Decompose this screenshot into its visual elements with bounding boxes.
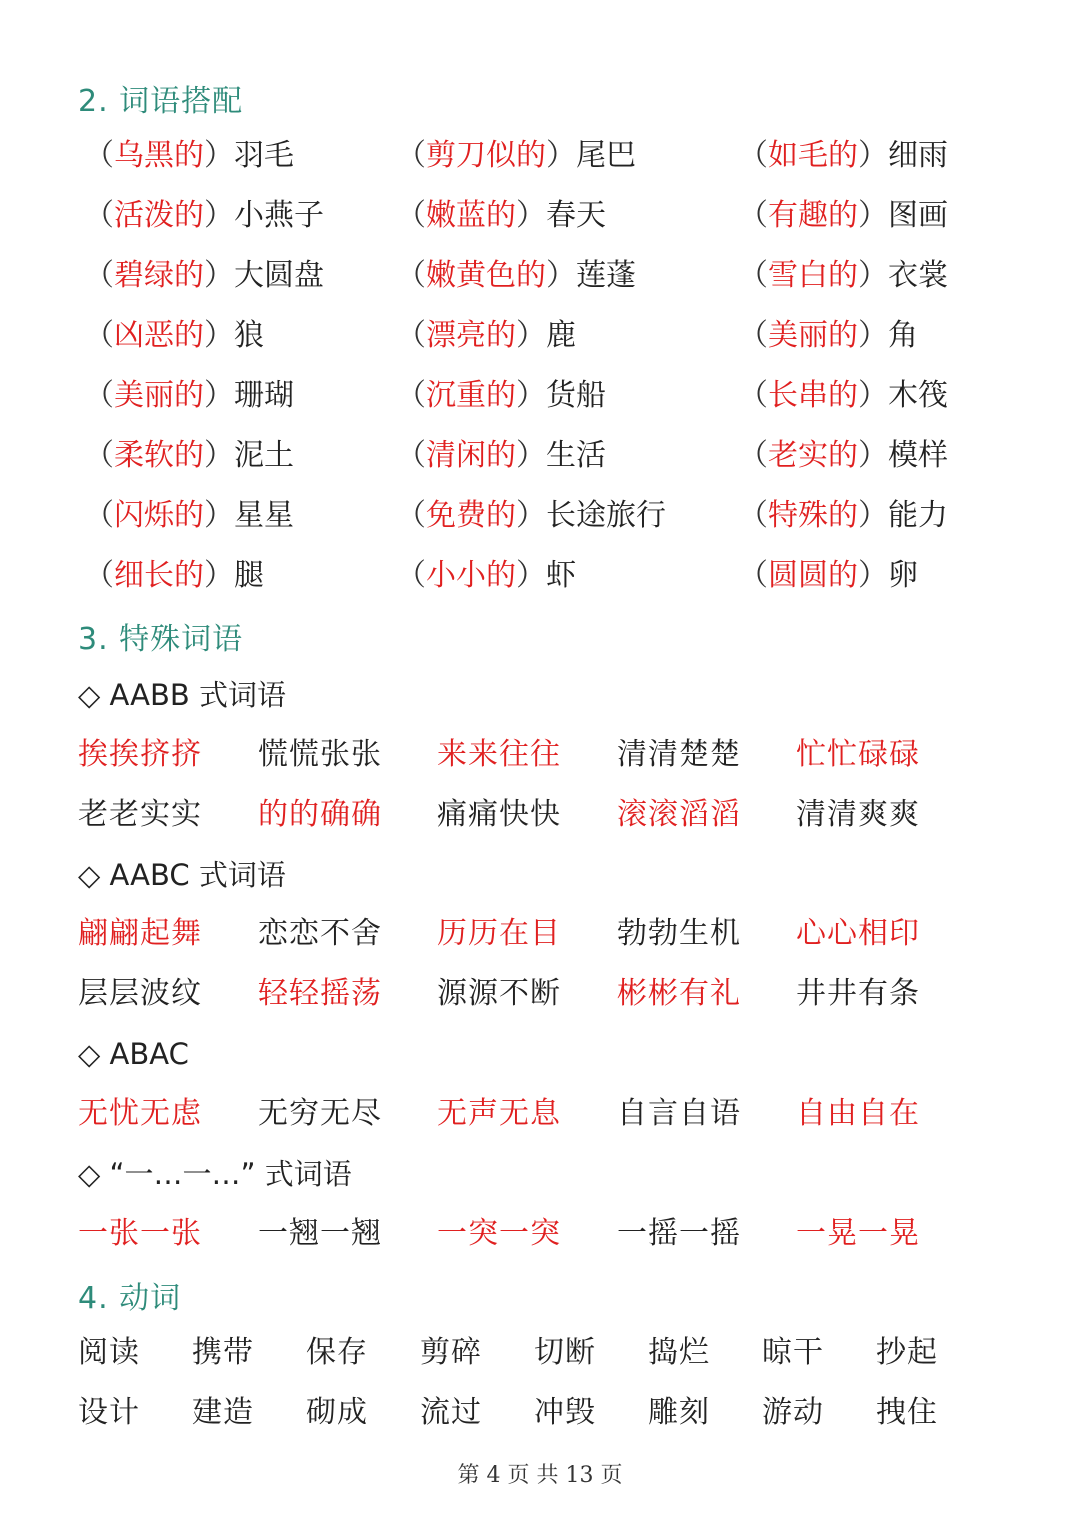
close-paren: ）	[516, 558, 546, 593]
collocation-item	[84, 374, 294, 418]
noun-text: 图画	[888, 198, 948, 233]
verb-item: 设计	[78, 1395, 140, 1430]
close-paren: ）	[858, 138, 888, 173]
noun-text: 角	[888, 318, 918, 353]
close-paren: ）	[516, 198, 546, 233]
collocation-item	[84, 254, 324, 298]
collocation-item	[738, 134, 948, 178]
word-item: 老老实实	[78, 797, 202, 832]
verb-item: 游动	[762, 1395, 824, 1430]
verb-item: 抄起	[876, 1335, 938, 1370]
noun-text: 羽毛	[234, 138, 294, 173]
open-paren: （	[738, 378, 768, 413]
noun-text: 鹿	[546, 318, 576, 353]
collocation-row	[0, 194, 1080, 238]
page-footer: 第 4 页 共 13 页	[457, 1463, 623, 1488]
answer-text: 免费的	[426, 498, 516, 533]
noun-text: 春天	[546, 198, 606, 233]
close-paren: ）	[546, 258, 576, 293]
open-paren: （	[738, 498, 768, 533]
answer-text: 剪刀似的	[426, 138, 546, 173]
verb-item: 切断	[534, 1335, 596, 1370]
collocation-row	[0, 134, 1080, 178]
answer-text: 雪白的	[768, 258, 858, 293]
word-item: 挨挨挤挤	[78, 737, 202, 772]
collocation-item	[396, 554, 576, 598]
close-paren: ）	[516, 318, 546, 353]
collocation-row	[0, 434, 1080, 478]
answer-text: 凶恶的	[114, 318, 204, 353]
collocation-item	[396, 374, 606, 418]
word-row	[0, 1212, 1080, 1256]
verb-row	[0, 1331, 1080, 1375]
collocation-item	[738, 194, 948, 238]
yi-pattern-title: ◇ “一…一…” 式词语	[78, 1157, 352, 1191]
answer-text: 活泼的	[114, 198, 204, 233]
word-item: 一张一张	[78, 1216, 202, 1251]
noun-text: 珊瑚	[234, 378, 294, 413]
word-item: 无声无息	[437, 1096, 561, 1131]
noun-text: 莲蓬	[576, 258, 636, 293]
noun-text: 货船	[546, 378, 606, 413]
word-item: 心心相印	[796, 916, 920, 951]
open-paren: （	[738, 438, 768, 473]
collocation-item	[738, 314, 918, 358]
close-paren: ）	[516, 378, 546, 413]
answer-text: 碧绿的	[114, 258, 204, 293]
collocation-item	[738, 434, 948, 478]
answer-text: 嫩黄色的	[426, 258, 546, 293]
word-row	[0, 972, 1080, 1016]
verb-item: 阅读	[78, 1335, 140, 1370]
verb-item: 雕刻	[648, 1395, 710, 1430]
collocation-item	[84, 434, 294, 478]
noun-text: 衣裳	[888, 258, 948, 293]
open-paren: （	[396, 198, 426, 233]
word-row	[0, 912, 1080, 956]
collocation-item	[84, 554, 264, 598]
collocation-item	[84, 194, 324, 238]
verb-item: 拽住	[876, 1395, 938, 1430]
noun-text: 狼	[234, 318, 264, 353]
noun-text: 大圆盘	[234, 258, 324, 293]
word-item: 井井有条	[796, 976, 920, 1011]
collocation-item	[738, 374, 948, 418]
noun-text: 虾	[546, 558, 576, 593]
verb-item: 建造	[192, 1395, 254, 1430]
answer-text: 细长的	[114, 558, 204, 593]
open-paren: （	[84, 258, 114, 293]
open-paren: （	[396, 438, 426, 473]
close-paren: ）	[858, 318, 888, 353]
collocation-item	[84, 314, 264, 358]
answer-text: 柔软的	[114, 438, 204, 473]
word-item: 慌慌张张	[258, 737, 382, 772]
verb-item: 捣烂	[648, 1335, 710, 1370]
noun-text: 腿	[234, 558, 264, 593]
close-paren: ）	[858, 198, 888, 233]
collocation-row	[0, 554, 1080, 598]
noun-text: 细雨	[888, 138, 948, 173]
word-item: 历历在目	[437, 916, 561, 951]
answer-text: 美丽的	[114, 378, 204, 413]
close-paren: ）	[858, 558, 888, 593]
verb-item: 砌成	[306, 1395, 368, 1430]
close-paren: ）	[204, 318, 234, 353]
word-item: 清清爽爽	[796, 797, 920, 832]
close-paren: ）	[204, 198, 234, 233]
answer-text: 圆圆的	[768, 558, 858, 593]
word-item: 层层波纹	[78, 976, 202, 1011]
section-2-heading: 2. 词语搭配	[78, 84, 244, 119]
word-item: 翩翩起舞	[78, 916, 202, 951]
answer-text: 小小的	[426, 558, 516, 593]
open-paren: （	[396, 318, 426, 353]
answer-text: 嫩蓝的	[426, 198, 516, 233]
noun-text: 卵	[888, 558, 918, 593]
open-paren: （	[396, 138, 426, 173]
word-item: 的的确确	[258, 797, 382, 832]
word-item: 忙忙碌碌	[796, 737, 920, 772]
word-item: 自由自在	[796, 1096, 920, 1131]
close-paren: ）	[858, 438, 888, 473]
word-item: 滚滚滔滔	[617, 797, 741, 832]
verb-item: 携带	[192, 1335, 254, 1370]
answer-text: 长串的	[768, 378, 858, 413]
close-paren: ）	[204, 558, 234, 593]
verb-item: 流过	[420, 1395, 482, 1430]
word-item: 痛痛快快	[437, 797, 561, 832]
answer-text: 美丽的	[768, 318, 858, 353]
open-paren: （	[738, 258, 768, 293]
collocation-item	[396, 194, 606, 238]
aabb-title: ◇ AABB 式词语	[78, 678, 287, 712]
open-paren: （	[396, 498, 426, 533]
open-paren: （	[396, 558, 426, 593]
open-paren: （	[396, 378, 426, 413]
word-item: 无穷无尽	[258, 1096, 382, 1131]
collocation-item	[738, 554, 918, 598]
collocation-item	[738, 494, 948, 538]
word-item: 彬彬有礼	[617, 976, 741, 1011]
collocation-row	[0, 494, 1080, 538]
close-paren: ）	[204, 138, 234, 173]
verb-item: 冲毁	[534, 1395, 596, 1430]
open-paren: （	[84, 378, 114, 413]
word-row	[0, 1092, 1080, 1136]
verb-item: 剪碎	[420, 1335, 482, 1370]
answer-text: 沉重的	[426, 378, 516, 413]
open-paren: （	[84, 498, 114, 533]
close-paren: ）	[546, 138, 576, 173]
close-paren: ）	[204, 378, 234, 413]
answer-text: 乌黑的	[114, 138, 204, 173]
word-item: 恋恋不舍	[258, 916, 382, 951]
collocation-item	[84, 134, 294, 178]
noun-text: 长途旅行	[546, 498, 666, 533]
aabc-title: ◇ AABC 式词语	[78, 858, 286, 892]
open-paren: （	[738, 138, 768, 173]
open-paren: （	[738, 318, 768, 353]
noun-text: 小燕子	[234, 198, 324, 233]
collocation-item	[738, 254, 948, 298]
word-item: 自言自语	[617, 1096, 741, 1131]
collocation-row	[0, 374, 1080, 418]
noun-text: 模样	[888, 438, 948, 473]
open-paren: （	[84, 198, 114, 233]
open-paren: （	[738, 558, 768, 593]
word-item: 一摇一摇	[617, 1216, 741, 1251]
noun-text: 星星	[234, 498, 294, 533]
close-paren: ）	[858, 258, 888, 293]
answer-text: 特殊的	[768, 498, 858, 533]
close-paren: ）	[516, 438, 546, 473]
collocation-item	[396, 134, 636, 178]
word-item: 无忧无虑	[78, 1096, 202, 1131]
noun-text: 能力	[888, 498, 948, 533]
collocation-item	[84, 494, 294, 538]
answer-text: 闪烁的	[114, 498, 204, 533]
answer-text: 如毛的	[768, 138, 858, 173]
word-item: 源源不断	[437, 976, 561, 1011]
close-paren: ）	[204, 438, 234, 473]
open-paren: （	[738, 198, 768, 233]
noun-text: 泥土	[234, 438, 294, 473]
open-paren: （	[84, 558, 114, 593]
open-paren: （	[396, 258, 426, 293]
close-paren: ）	[204, 498, 234, 533]
collocation-item	[396, 494, 666, 538]
answer-text: 清闲的	[426, 438, 516, 473]
open-paren: （	[84, 138, 114, 173]
word-item: 勃勃生机	[617, 916, 741, 951]
word-item: 一晃一晃	[796, 1216, 920, 1251]
section-3-heading: 3. 特殊词语	[78, 622, 244, 657]
noun-text: 木筏	[888, 378, 948, 413]
section-4-heading: 4. 动词	[78, 1281, 182, 1316]
noun-text: 尾巴	[576, 138, 636, 173]
close-paren: ）	[516, 498, 546, 533]
answer-text: 有趣的	[768, 198, 858, 233]
word-item: 清清楚楚	[617, 737, 741, 772]
word-row	[0, 733, 1080, 777]
word-item: 来来往往	[437, 737, 561, 772]
collocation-row	[0, 254, 1080, 298]
open-paren: （	[84, 438, 114, 473]
word-item: 轻轻摇荡	[258, 976, 382, 1011]
abac-title: ◇ ABAC	[78, 1037, 189, 1071]
noun-text: 生活	[546, 438, 606, 473]
close-paren: ）	[858, 378, 888, 413]
collocation-item	[396, 434, 606, 478]
answer-text: 老实的	[768, 438, 858, 473]
open-paren: （	[84, 318, 114, 353]
close-paren: ）	[858, 498, 888, 533]
close-paren: ）	[204, 258, 234, 293]
word-item: 一突一突	[437, 1216, 561, 1251]
verb-item: 保存	[306, 1335, 368, 1370]
answer-text: 漂亮的	[426, 318, 516, 353]
word-item: 一翘一翘	[258, 1216, 382, 1251]
verb-row	[0, 1391, 1080, 1435]
collocation-item	[396, 314, 576, 358]
collocation-row	[0, 314, 1080, 358]
collocation-item	[396, 254, 636, 298]
verb-item: 晾干	[762, 1335, 824, 1370]
word-row	[0, 793, 1080, 837]
